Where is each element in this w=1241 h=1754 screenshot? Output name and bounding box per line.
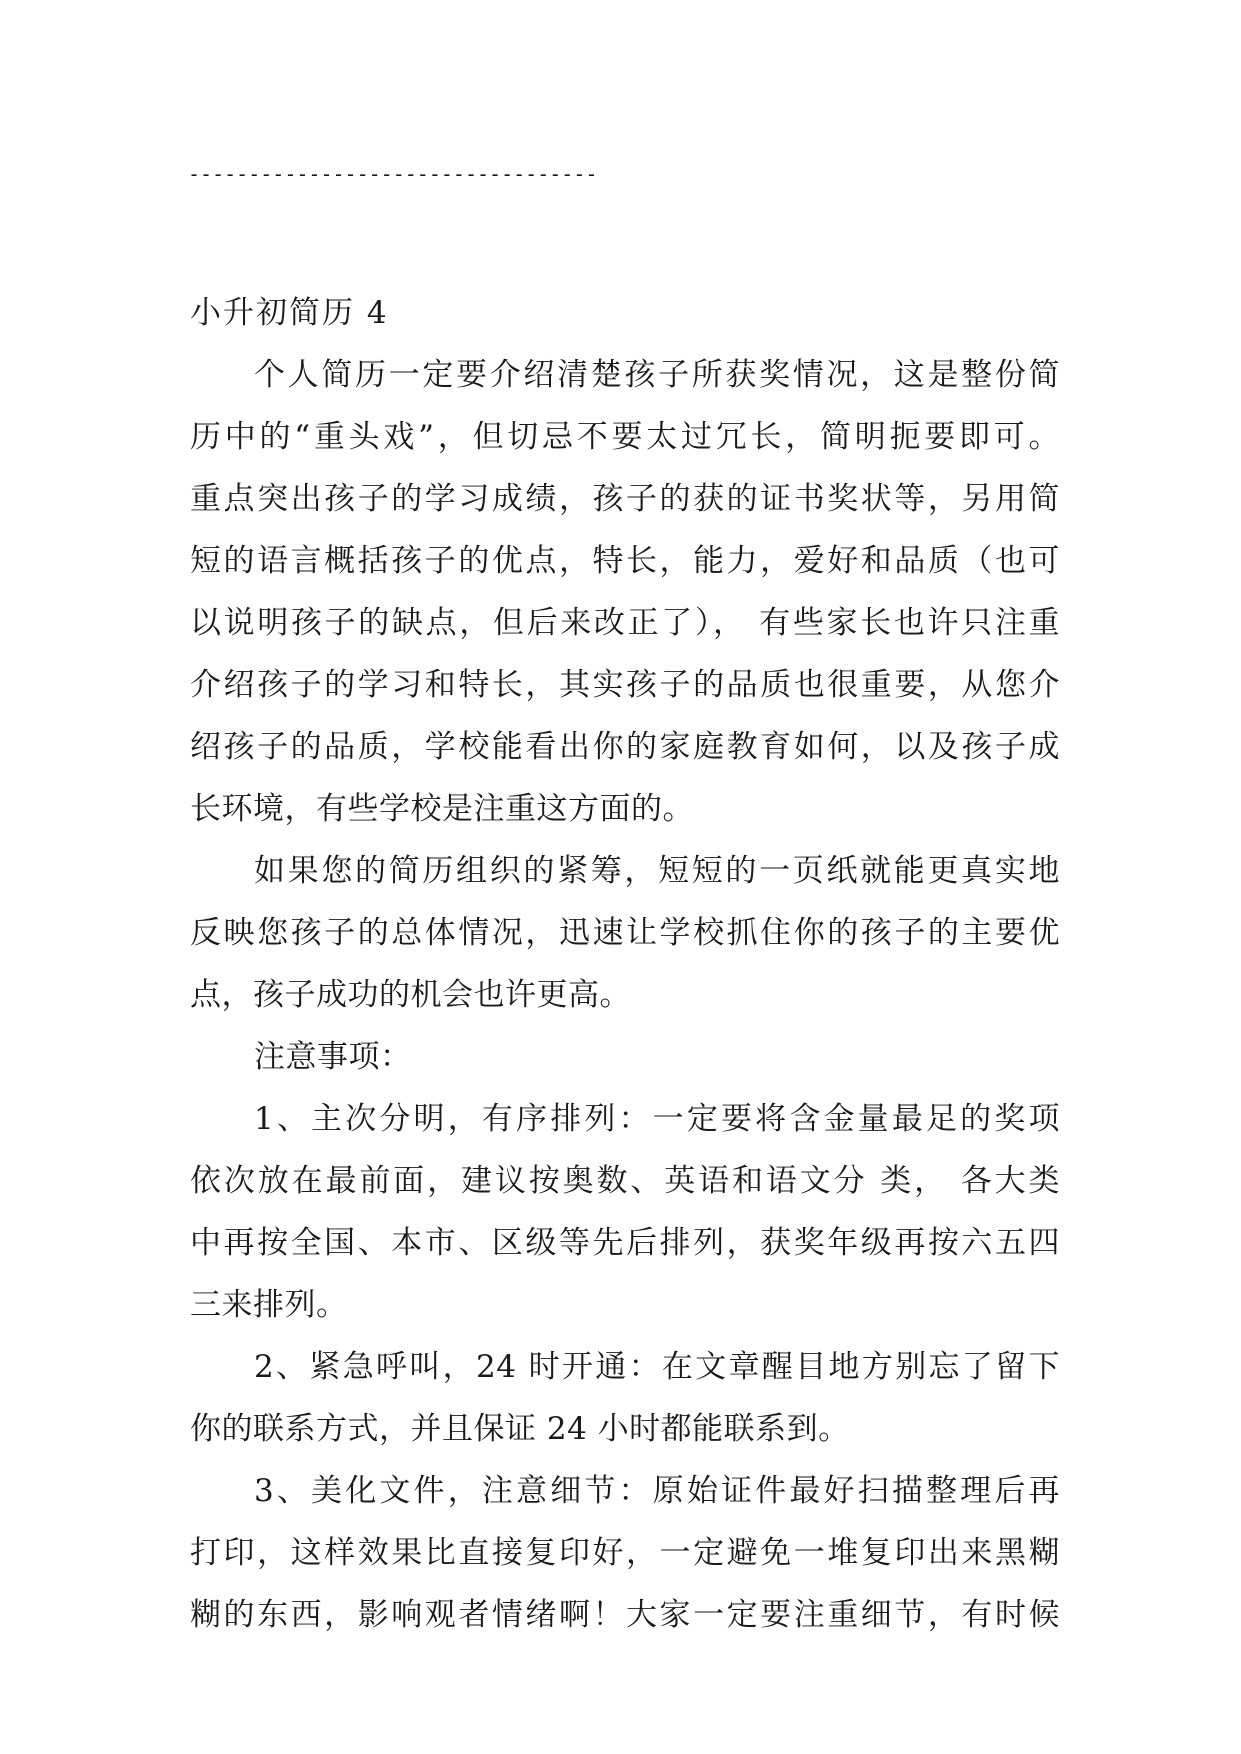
text-line: 介绍孩子的学习和特长，其实孩子的品质也很重要，从您介 xyxy=(190,667,1060,703)
text-line: 依次放在最前面，建议按奥数、英语和语文分 类， 各大类 xyxy=(190,1163,1060,1199)
text-line: 注意事项： xyxy=(254,1039,412,1075)
text-line: 长环境，有些学校是注重这方面的。 xyxy=(190,791,694,827)
text-line: 你的联系方式，并且保证 24 小时都能联系到。 xyxy=(190,1411,850,1447)
document-title: 小升初简历 4 xyxy=(190,295,389,331)
separator-line: ---------------------------------- xyxy=(188,162,598,186)
document-body xyxy=(190,282,1060,1646)
text-line: 2、紧急呼叫，24 时开通：在文章醒目地方别忘了留下 xyxy=(254,1349,1060,1385)
text-line: 绍孩子的品质，学校能看出你的家庭教育如何，以及孩子成 xyxy=(190,729,1060,765)
paragraph-lines xyxy=(190,344,1060,1646)
text-line: 糊的东西，影响观者情绪啊！大家一定要注重细节，有时候 xyxy=(190,1597,1060,1633)
text-line: 中再按全国、本市、区级等先后排列，获奖年级再按六五四 xyxy=(190,1225,1060,1261)
text-line: 点，孩子成功的机会也许更高。 xyxy=(190,977,631,1013)
text-line: 如果您的简历组织的紧筹，短短的一页纸就能更真实地 xyxy=(254,853,1060,889)
text-line: 个人简历一定要介绍清楚孩子所获奖情况，这是整份简 xyxy=(254,357,1060,393)
text-line: 历中的“重头戏”，但切忌不要太过冗长，简明扼要即可。 xyxy=(190,419,1060,455)
text-line: 1、主次分明，有序排列：一定要将含金量最足的奖项 xyxy=(254,1101,1060,1137)
text-line: 短的语言概括孩子的优点，特长，能力，爱好和品质（也可 xyxy=(190,543,1060,579)
text-line: 以说明孩子的缺点，但后来改正了）， 有些家长也许只注重 xyxy=(190,605,1060,641)
text-line: 重点突出孩子的学习成绩，孩子的获的证书奖状等，另用简 xyxy=(190,481,1060,517)
text-line: 3、美化文件，注意细节：原始证件最好扫描整理后再 xyxy=(254,1473,1060,1509)
text-line: 三来排列。 xyxy=(190,1287,348,1323)
text-line: 打印，这样效果比直接复印好，一定避免一堆复印出来黑糊 xyxy=(190,1535,1060,1571)
text-line: 反映您孩子的总体情况，迅速让学校抓住你的孩子的主要优 xyxy=(190,915,1060,951)
